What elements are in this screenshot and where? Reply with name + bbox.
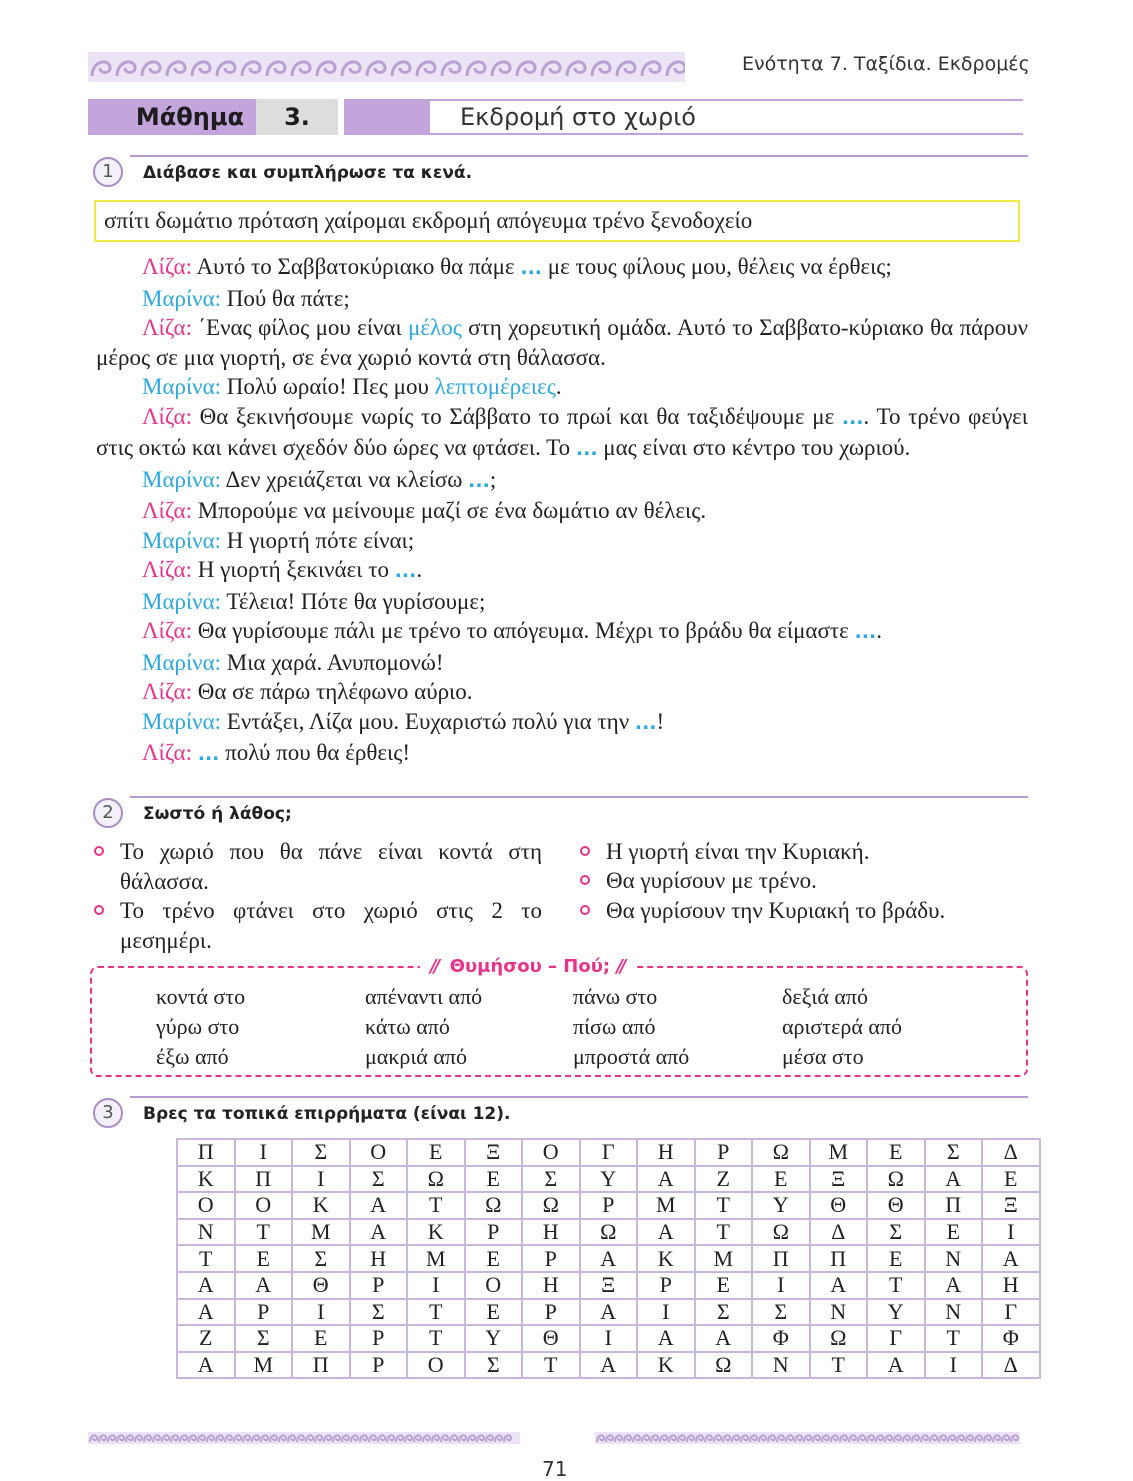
grid-cell[interactable]: Δ bbox=[982, 1352, 1040, 1379]
statement-item: Η γιορτή είναι την Κυριακή. bbox=[606, 837, 869, 867]
grid-cell[interactable]: Ε bbox=[867, 1139, 925, 1166]
adverb-word: γύρω στο bbox=[156, 1014, 240, 1039]
grid-cell[interactable]: Τ bbox=[925, 1325, 983, 1352]
grid-cell[interactable]: Ξ bbox=[810, 1166, 868, 1193]
footer-wave-left bbox=[88, 1432, 520, 1444]
grid-cell[interactable]: Υ bbox=[580, 1166, 638, 1193]
grid-cell[interactable]: Ξ bbox=[465, 1139, 523, 1166]
grid-cell[interactable]: Ω bbox=[580, 1219, 638, 1246]
grid-cell[interactable]: Κ bbox=[407, 1219, 465, 1246]
grid-cell[interactable]: Σ bbox=[522, 1166, 580, 1193]
grid-cell[interactable]: Θ bbox=[867, 1192, 925, 1219]
grid-cell[interactable]: Τ bbox=[407, 1192, 465, 1219]
grid-row bbox=[177, 1245, 1040, 1272]
grid-cell[interactable]: Α bbox=[580, 1245, 638, 1272]
grid-cell[interactable]: Π bbox=[752, 1245, 810, 1272]
dialogue-line: Λίζα: Αυτό το Σαββατοκύριακο θα πάμε ... με τους φίλους μου, θέλεις να έρθεις; bbox=[142, 254, 892, 279]
bullet-icon bbox=[94, 905, 104, 915]
grid-cell[interactable]: Ω bbox=[407, 1166, 465, 1193]
grid-cell[interactable]: Τ bbox=[867, 1272, 925, 1299]
grid-cell[interactable]: Α bbox=[350, 1192, 408, 1219]
grid-cell[interactable]: Κ bbox=[637, 1352, 695, 1379]
grid-cell[interactable]: Α bbox=[177, 1272, 235, 1299]
grid-cell[interactable]: Ι bbox=[235, 1139, 293, 1166]
grid-cell[interactable]: Θ bbox=[810, 1192, 868, 1219]
grid-cell[interactable]: Μ bbox=[235, 1352, 293, 1379]
grid-cell[interactable]: Ρ bbox=[350, 1352, 408, 1379]
grid-cell[interactable]: Ο bbox=[177, 1192, 235, 1219]
grid-cell[interactable]: Α bbox=[925, 1166, 983, 1193]
blank: ... bbox=[394, 560, 417, 582]
grid-cell[interactable]: Π bbox=[925, 1192, 983, 1219]
grid-cell[interactable]: Ο bbox=[235, 1192, 293, 1219]
grid-cell[interactable]: Θ bbox=[522, 1325, 580, 1352]
grid-cell[interactable]: Α bbox=[637, 1219, 695, 1246]
grid-cell[interactable]: Κ bbox=[177, 1166, 235, 1193]
grid-cell[interactable]: Ρ bbox=[350, 1325, 408, 1352]
grid-cell[interactable]: Η bbox=[522, 1219, 580, 1246]
decorative-wave-strip bbox=[88, 52, 685, 82]
grid-cell[interactable]: Π bbox=[810, 1245, 868, 1272]
exercise-3-number: 3 bbox=[93, 1098, 123, 1128]
grid-cell[interactable]: Ο bbox=[465, 1272, 523, 1299]
page-number: 71 bbox=[542, 1457, 568, 1481]
grid-cell[interactable]: Ζ bbox=[695, 1166, 753, 1193]
grid-cell[interactable]: Ν bbox=[177, 1219, 235, 1246]
footer-wave-right bbox=[595, 1432, 1020, 1444]
grid-cell[interactable]: Ο bbox=[407, 1352, 465, 1379]
grid-cell[interactable]: Μ bbox=[292, 1219, 350, 1246]
dialogue-line: Μαρίνα: Μια χαρά. Ανυπομονώ! bbox=[142, 649, 444, 675]
grid-cell[interactable]: Ρ bbox=[522, 1245, 580, 1272]
grid-cell[interactable]: Ω bbox=[867, 1166, 925, 1193]
dialogue-line: Μαρίνα: Εντάξει, Λίζα μου. Ευχαριστώ πολύ για την ...! bbox=[142, 708, 665, 734]
grid-cell[interactable]: Ν bbox=[752, 1352, 810, 1379]
grid-cell[interactable]: Π bbox=[235, 1166, 293, 1193]
grid-cell[interactable]: Ο bbox=[350, 1139, 408, 1166]
lesson-title: Εκδρομή στο χωριό bbox=[460, 103, 696, 131]
grid-cell[interactable]: Θ bbox=[292, 1272, 350, 1299]
grid-cell[interactable]: Τ bbox=[810, 1352, 868, 1379]
blank: ... bbox=[854, 621, 877, 643]
bullet-icon bbox=[580, 875, 590, 885]
grid-cell[interactable]: Ρ bbox=[637, 1272, 695, 1299]
grid-cell[interactable]: Ζ bbox=[177, 1325, 235, 1352]
grid-cell[interactable]: Ε bbox=[925, 1219, 983, 1246]
lesson-label: Μάθημα bbox=[88, 99, 256, 135]
grid-cell[interactable]: Ρ bbox=[235, 1299, 293, 1326]
grid-cell[interactable]: Α bbox=[637, 1166, 695, 1193]
grid-cell[interactable]: Η bbox=[637, 1139, 695, 1166]
adverb-word: μέσα στο bbox=[782, 1044, 864, 1069]
grid-cell[interactable]: Σ bbox=[350, 1299, 408, 1326]
grid-cell[interactable]: Π bbox=[177, 1139, 235, 1166]
grid-cell[interactable]: Ι bbox=[292, 1166, 350, 1193]
grid-cell[interactable]: Η bbox=[350, 1245, 408, 1272]
dialogue-line: Μαρίνα: Πολύ ωραίο! Πες μου λεπτομέρειες. bbox=[142, 374, 562, 399]
grid-cell[interactable]: Υ bbox=[752, 1192, 810, 1219]
grid-cell[interactable]: Α bbox=[695, 1325, 753, 1352]
grid-row bbox=[177, 1272, 1040, 1299]
grid-cell[interactable]: Ε bbox=[982, 1166, 1040, 1193]
exercise-1-number: 1 bbox=[93, 157, 123, 187]
exercise-2-header bbox=[88, 796, 1028, 832]
exercise-2-line bbox=[130, 796, 1028, 798]
dialogue-line: Λίζα: ΄Ενας φίλος μου είναι μέλος στη χορευτική ομάδα. Αυτό το Σαββατο-κύριακο θα πάρουν μέρος σε μια γιορτή, σε ένα χωριό κοντά στη θάλασσα. bbox=[96, 315, 1028, 370]
exercise-3-line bbox=[130, 1096, 1028, 1098]
grid-cell[interactable]: Σ bbox=[292, 1245, 350, 1272]
blank: ... bbox=[841, 406, 864, 429]
grid-cell[interactable]: Ρ bbox=[580, 1192, 638, 1219]
grid-row bbox=[177, 1219, 1040, 1246]
grid-cell[interactable]: Α bbox=[350, 1219, 408, 1246]
remember-title: // Θυμήσου – Πού; // bbox=[420, 954, 634, 980]
grid-cell[interactable]: Ι bbox=[752, 1272, 810, 1299]
grid-cell[interactable]: Τ bbox=[407, 1299, 465, 1326]
exercise-1-instruction: Διάβασε και συμπλήρωσε τα κενά. bbox=[143, 163, 473, 183]
exercise-3-header bbox=[88, 1096, 1028, 1132]
grid-cell[interactable]: Μ bbox=[407, 1245, 465, 1272]
grid-cell[interactable]: Ω bbox=[810, 1325, 868, 1352]
grid-cell[interactable]: Μ bbox=[637, 1192, 695, 1219]
grid-cell[interactable]: Σ bbox=[235, 1325, 293, 1352]
grid-cell[interactable]: Σ bbox=[292, 1139, 350, 1166]
dialogue-line: Λίζα: Θα σε πάρω τηλέφωνο αύριο. bbox=[142, 679, 473, 704]
grid-cell[interactable]: Ω bbox=[465, 1192, 523, 1219]
adverb-word: έξω από bbox=[156, 1044, 229, 1069]
grid-cell[interactable]: Δ bbox=[810, 1219, 868, 1246]
adverb-word: πάνω στο bbox=[573, 984, 658, 1009]
grid-cell[interactable]: Υ bbox=[867, 1299, 925, 1326]
grid-cell[interactable]: Ε bbox=[867, 1245, 925, 1272]
grid-cell[interactable]: Ε bbox=[292, 1325, 350, 1352]
blank: ... bbox=[468, 469, 490, 492]
statement-item: Θα γυρίσουν την Κυριακή το βράδυ. bbox=[606, 896, 945, 926]
grid-cell[interactable]: Ω bbox=[752, 1139, 810, 1166]
grid-cell[interactable]: Τ bbox=[235, 1219, 293, 1246]
grid-cell[interactable]: Μ bbox=[695, 1245, 753, 1272]
grid-cell[interactable]: Ι bbox=[580, 1325, 638, 1352]
word-bank: σπίτι δωμάτιο πρόταση χαίρομαι εκδρομή απόγευμα τρένο ξενοδοχείο bbox=[94, 200, 1020, 242]
grid-cell[interactable]: Κ bbox=[637, 1245, 695, 1272]
blank: ... bbox=[520, 257, 543, 279]
dialogue-line: Λίζα: ... πολύ που θα έρθεις! bbox=[142, 740, 410, 765]
grid-cell[interactable]: Α bbox=[867, 1352, 925, 1379]
grid-cell[interactable]: Υ bbox=[465, 1325, 523, 1352]
grid-cell[interactable]: Η bbox=[522, 1272, 580, 1299]
adverb-word: αριστερά από bbox=[782, 1014, 903, 1039]
grid-cell[interactable]: Τ bbox=[522, 1352, 580, 1379]
grid-cell[interactable]: Ε bbox=[407, 1139, 465, 1166]
grid-cell[interactable]: Α bbox=[580, 1299, 638, 1326]
bullet-icon bbox=[580, 905, 590, 915]
blank: ... bbox=[634, 711, 657, 734]
grid-cell[interactable]: Ω bbox=[752, 1219, 810, 1246]
grid-cell[interactable]: Α bbox=[810, 1272, 868, 1299]
exercise-2-number: 2 bbox=[93, 798, 123, 828]
grid-row bbox=[177, 1352, 1040, 1379]
adverb-word: μακριά από bbox=[365, 1044, 467, 1069]
grid-cell[interactable]: Τ bbox=[177, 1245, 235, 1272]
slash-icon: // bbox=[430, 956, 438, 977]
grid-cell[interactable]: Ρ bbox=[695, 1139, 753, 1166]
grid-cell[interactable]: Τ bbox=[695, 1192, 753, 1219]
statement-item: Το τρένο φτάνει στο χωριό στις 2 το μεσημέρι. bbox=[120, 896, 542, 955]
unit-title: Ενότητα 7. Ταξίδια. Εκδρομές bbox=[742, 53, 1030, 75]
adverb-word: κοντά στο bbox=[156, 984, 246, 1009]
grid-cell[interactable]: Μ bbox=[810, 1139, 868, 1166]
grid-cell[interactable]: Ε bbox=[752, 1166, 810, 1193]
grid-cell[interactable]: Α bbox=[982, 1245, 1040, 1272]
grid-cell[interactable]: Ε bbox=[235, 1245, 293, 1272]
dialogue-line: Λίζα: Θα γυρίσουμε πάλι με τρένο το απόγευμα. Μέχρι το βράδυ θα είμαστε .... bbox=[142, 618, 882, 643]
grid-cell[interactable]: Φ bbox=[752, 1325, 810, 1352]
grid-cell[interactable]: Σ bbox=[925, 1139, 983, 1166]
grid-cell[interactable]: Ρ bbox=[350, 1272, 408, 1299]
grid-cell[interactable]: Σ bbox=[695, 1299, 753, 1326]
dialogue-line: Λίζα: Η γιορτή ξεκινάει το .... bbox=[142, 557, 423, 582]
grid-cell[interactable]: Δ bbox=[982, 1139, 1040, 1166]
grid-cell[interactable]: Ν bbox=[810, 1299, 868, 1326]
slash-icon: // bbox=[616, 956, 624, 977]
grid-cell[interactable]: Τ bbox=[695, 1219, 753, 1246]
grid-cell[interactable]: Γ bbox=[982, 1299, 1040, 1326]
blank: ... bbox=[197, 743, 220, 765]
bullet-icon bbox=[580, 846, 590, 856]
statement-item: Το χωριό που θα πάνε είναι κοντά στη θάλασσα. bbox=[120, 837, 542, 896]
grid-cell[interactable]: Α bbox=[580, 1352, 638, 1379]
grid-cell[interactable]: Α bbox=[235, 1272, 293, 1299]
grid-cell[interactable]: Σ bbox=[752, 1299, 810, 1326]
dialogue-line: Λίζα: Μπορούμε να μείνουμε μαζί σε ένα δωμάτιο αν θέλεις. bbox=[142, 498, 707, 523]
grid-cell[interactable]: Ξ bbox=[982, 1192, 1040, 1219]
grid-cell[interactable]: Φ bbox=[982, 1325, 1040, 1352]
grid-cell[interactable]: Γ bbox=[867, 1325, 925, 1352]
grid-cell[interactable]: Ι bbox=[982, 1219, 1040, 1246]
dialogue-line: Μαρίνα: Δεν χρειάζεται να κλείσω ...; bbox=[142, 466, 497, 492]
grid-cell[interactable]: Ξ bbox=[580, 1272, 638, 1299]
grid-cell[interactable]: Σ bbox=[465, 1352, 523, 1379]
grid-cell[interactable]: Ε bbox=[465, 1245, 523, 1272]
grid-row bbox=[177, 1139, 1040, 1166]
blank: ... bbox=[575, 438, 598, 460]
lesson-bar bbox=[88, 99, 1023, 135]
grid-cell[interactable]: Α bbox=[177, 1352, 235, 1379]
grid-cell[interactable]: Α bbox=[925, 1272, 983, 1299]
grid-cell[interactable]: Σ bbox=[867, 1219, 925, 1246]
dialogue-line: Μαρίνα: Πού θα πάτε; bbox=[142, 285, 350, 311]
dialogue bbox=[96, 252, 1028, 770]
adverb-word: πίσω από bbox=[573, 1014, 656, 1039]
grid-row bbox=[177, 1166, 1040, 1193]
grid-cell[interactable]: Ν bbox=[925, 1245, 983, 1272]
grid-cell[interactable]: Ρ bbox=[522, 1299, 580, 1326]
grid-cell[interactable]: Ν bbox=[925, 1299, 983, 1326]
adverb-word: δεξιά από bbox=[782, 984, 868, 1009]
grid-cell[interactable]: Σ bbox=[350, 1166, 408, 1193]
grid-cell[interactable]: Κ bbox=[292, 1192, 350, 1219]
lesson-number: 3. bbox=[256, 99, 344, 135]
word-search-grid bbox=[176, 1138, 1041, 1379]
exercise-1-header bbox=[88, 155, 1028, 191]
lesson-stripe bbox=[344, 99, 430, 135]
grid-cell[interactable]: Α bbox=[177, 1299, 235, 1326]
grid-cell[interactable]: Ε bbox=[465, 1166, 523, 1193]
grid-cell[interactable]: Α bbox=[637, 1325, 695, 1352]
adverb-word: μπροστά από bbox=[573, 1044, 690, 1069]
bullet-icon bbox=[94, 846, 104, 856]
grid-cell[interactable]: Ι bbox=[407, 1272, 465, 1299]
dialogue-line: Μαρίνα: Η γιορτή πότε είναι; bbox=[142, 527, 415, 553]
statement-item: Θα γυρίσουν με τρένο. bbox=[606, 866, 817, 896]
dialogue-line: Λίζα: Θα ξεκινήσουμε νωρίς το Σάββατο το πρωί και θα ταξιδέψουμε με .... Το τρένο φεύγει στις οκτώ και κάνει σχεδόν δύο ώρες να φτάσει. Το ... μας είναι στο κέντρο του χωριού. bbox=[96, 403, 1028, 460]
grid-row bbox=[177, 1299, 1040, 1326]
exercise-3-instruction: Βρες τα τοπικά επιρρήματα (είναι 12). bbox=[143, 1104, 511, 1124]
grid-cell[interactable]: Ι bbox=[292, 1299, 350, 1326]
grid-cell[interactable]: Ι bbox=[637, 1299, 695, 1326]
exercise-1-line bbox=[130, 155, 1028, 157]
grid-cell[interactable]: Ε bbox=[695, 1272, 753, 1299]
grid-cell[interactable]: Η bbox=[982, 1272, 1040, 1299]
grid-cell[interactable]: Ο bbox=[522, 1139, 580, 1166]
grid-cell[interactable]: Ι bbox=[925, 1352, 983, 1379]
grid-cell[interactable]: Τ bbox=[407, 1325, 465, 1352]
grid-cell[interactable]: Ω bbox=[522, 1192, 580, 1219]
adverb-word: απέναντι από bbox=[365, 984, 483, 1009]
exercise-2-instruction: Σωστό ή λάθος; bbox=[143, 804, 292, 824]
dialogue-line: Μαρίνα: Τέλεια! Πότε θα γυρίσουμε; bbox=[142, 588, 486, 614]
grid-cell[interactable]: Π bbox=[292, 1352, 350, 1379]
grid-cell[interactable]: Γ bbox=[580, 1139, 638, 1166]
adverb-word: κάτω από bbox=[365, 1014, 450, 1039]
grid-row bbox=[177, 1192, 1040, 1219]
grid-cell[interactable]: Ω bbox=[695, 1352, 753, 1379]
lesson-bottom-line bbox=[430, 133, 1023, 135]
grid-cell[interactable]: Ε bbox=[465, 1299, 523, 1326]
grid-cell[interactable]: Ρ bbox=[465, 1219, 523, 1246]
grid-row bbox=[177, 1325, 1040, 1352]
